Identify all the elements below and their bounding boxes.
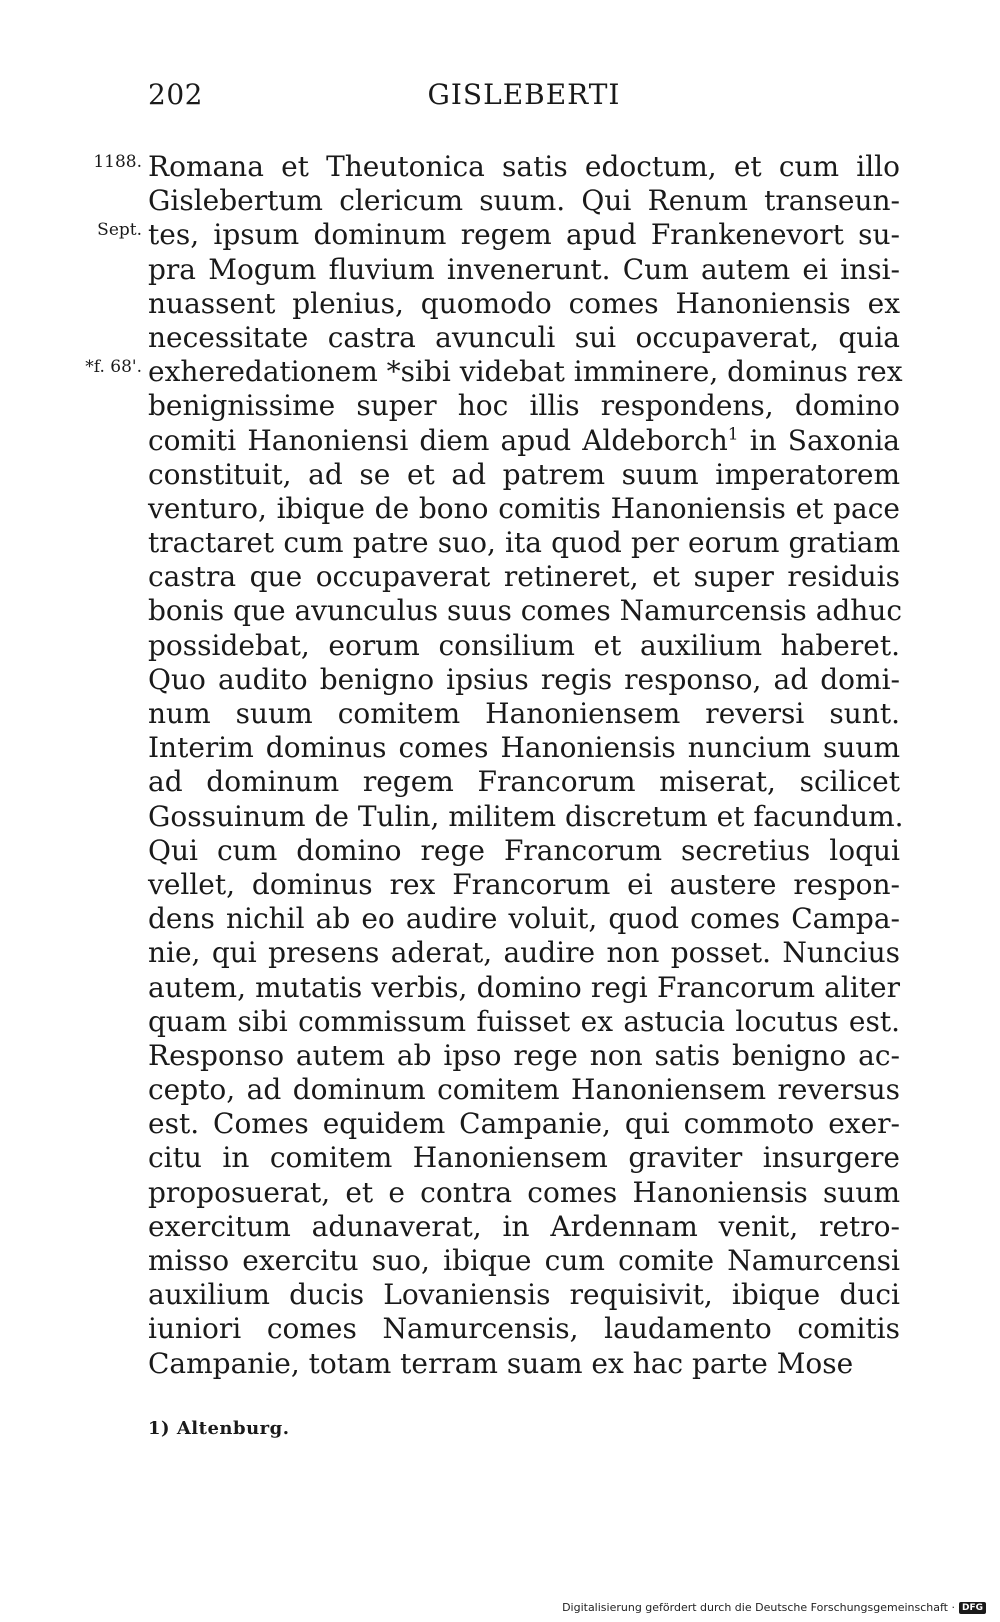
text-line-content: auxilium ducis Lovaniensis requisivit, ibique duci: [148, 1278, 900, 1312]
body-text: [148, 150, 904, 1381]
text-line: [148, 389, 900, 423]
page-header: [148, 78, 900, 118]
text-line: [148, 868, 900, 902]
text-line-content: venturo, ibique de bono comitis Hanoniensis et pace: [148, 491, 900, 525]
text-line-tail: in Saxonia: [738, 423, 900, 457]
text-line-content: exercitum adunaverat, in Ardennam venit, retro-: [148, 1209, 900, 1243]
text-line: [148, 218, 900, 252]
text-line: [148, 697, 900, 731]
text-line: [148, 1244, 900, 1278]
text-line-content: proposuerat, et e contra comes Hanoniensis suum: [148, 1175, 900, 1209]
text-line: [148, 1073, 900, 1107]
margin-year: 1188.: [93, 152, 142, 172]
text-line-content: constituit, ad se et ad patrem suum imperatorem: [148, 457, 900, 491]
footnote: [148, 1418, 290, 1439]
text-line-content: autem, mutatis verbis, domino regi Francorum aliter: [148, 970, 900, 1004]
text-line: [148, 560, 900, 594]
dfg-logo: DFG: [959, 1602, 986, 1614]
text-line: [148, 594, 903, 628]
text-line-content: est. Comes equidem Campanie, qui commoto exer-: [148, 1107, 900, 1141]
text-line: [148, 971, 900, 1005]
text-line-content: benignissime super hoc illis respondens, domino: [148, 389, 900, 423]
text-line: [148, 663, 900, 697]
text-line: [148, 458, 900, 492]
text-line-content: misso exercitu suo, ibique cum comite Namurcensi: [148, 1244, 900, 1277]
text-line-content: dens nichil ab eo audire voluit, quod comes Campa-: [148, 902, 900, 936]
text-line-content: cepto, ad dominum comitem Hanoniensem reversus: [148, 1073, 900, 1107]
text-line: [148, 184, 900, 218]
text-line: [148, 765, 900, 799]
text-line: [148, 731, 900, 765]
text-line: [148, 902, 900, 936]
text-line-content: Gossuinum de Tulin, militem discretum et facundum.: [148, 799, 904, 833]
text-line-content: comiti Hanoniensi diem apud Aldeborch: [148, 423, 728, 457]
text-line: [148, 799, 904, 834]
text-line: [148, 1210, 900, 1244]
text-line: [148, 1347, 900, 1381]
text-line: [148, 1176, 900, 1210]
text-line: [148, 253, 900, 287]
text-line-content: bonis que avunculus suus comes Namurcensis adhuc: [148, 594, 903, 628]
text-line-content: tractaret cum patre suo, ita quod per eorum gratiam: [148, 526, 900, 560]
text-line-content: exheredationem *sibi videbat imminere, dominus rex: [148, 355, 903, 389]
text-line-content: num suum comitem Hanoniensem reversi sunt.: [148, 697, 900, 730]
text-line-content: Qui cum domino rege Francorum secretius loqui: [148, 833, 900, 867]
text-line: [148, 936, 900, 970]
text-line-content: iuniori comes Namurcensis, laudamento comitis: [148, 1312, 900, 1346]
text-line-content: nuassent plenius, quomodo comes Hanoniensis ex: [148, 286, 900, 320]
page-number: 202: [148, 78, 203, 111]
text-line-content: Quo audito benigno ipsius regis responso, ad domi-: [148, 662, 900, 696]
text-line-content: castra que occupaverat retineret, et super residuis: [148, 560, 900, 594]
text-line: [148, 287, 900, 321]
text-line-content: Campanie, totam terram suam ex hac parte Mose: [148, 1346, 854, 1380]
text-line-content: Gislebertum clericum suum. Qui Renum transeun-: [148, 184, 900, 218]
text-line: [148, 1278, 900, 1312]
text-line-content: Interim dominus comes Hanoniensis nuncium suum: [148, 731, 900, 765]
text-line: [148, 150, 900, 184]
text-line-content: possidebat, eorum consilium et auxilium haberet.: [148, 628, 900, 662]
text-line-content: necessitate castra avunculi sui occupaverat, quia: [148, 320, 900, 354]
text-line-content: pra Mogum fluvium invenerunt. Cum autem ei insi-: [148, 252, 900, 286]
margin-folio: *f. 68'.: [85, 357, 142, 377]
text-line-content: ad dominum regem Francorum miserat, scilicet: [148, 765, 900, 799]
footnote-text: Altenburg.: [176, 1418, 290, 1439]
text-line-content: nie, qui presens aderat, audire non posset. Nuncius: [148, 936, 900, 970]
text-line: [148, 1039, 900, 1073]
running-title: GISLEBERTI: [427, 78, 621, 111]
text-line-content: citu in comitem Hanoniensem graviter insurgere: [148, 1141, 900, 1175]
footnote-label: 1): [148, 1418, 171, 1439]
text-line: [148, 492, 900, 526]
text-line: [148, 321, 900, 355]
margin-month: Sept.: [97, 220, 142, 240]
digitization-credit: [562, 1601, 986, 1614]
text-line: [148, 834, 900, 868]
text-line-content: Romana et Theutonica satis edoctum, et cum illo: [148, 150, 900, 183]
text-line: [148, 1312, 900, 1346]
credit-text: Digitalisierung gefördert durch die Deutsche Forschungsgemeinschaft ·: [562, 1601, 955, 1614]
text-line-content: quam sibi commissum fuisset ex astucia locutus est.: [148, 1004, 900, 1038]
text-line: [148, 526, 900, 560]
text-line: [148, 1141, 900, 1175]
text-line-content: tes, ipsum dominum regem apud Frankenevort su-: [148, 218, 900, 252]
text-line: [148, 629, 900, 663]
text-line: [148, 355, 903, 389]
text-line-content: vellet, dominus rex Francorum ei austere respon-: [148, 867, 900, 901]
text-line: [148, 424, 900, 458]
text-line: [148, 1005, 900, 1039]
text-line: [148, 1107, 900, 1141]
text-line-content: Responso autem ab ipso rege non satis benigno ac-: [148, 1038, 900, 1072]
footnote-reference: 1: [727, 424, 739, 445]
